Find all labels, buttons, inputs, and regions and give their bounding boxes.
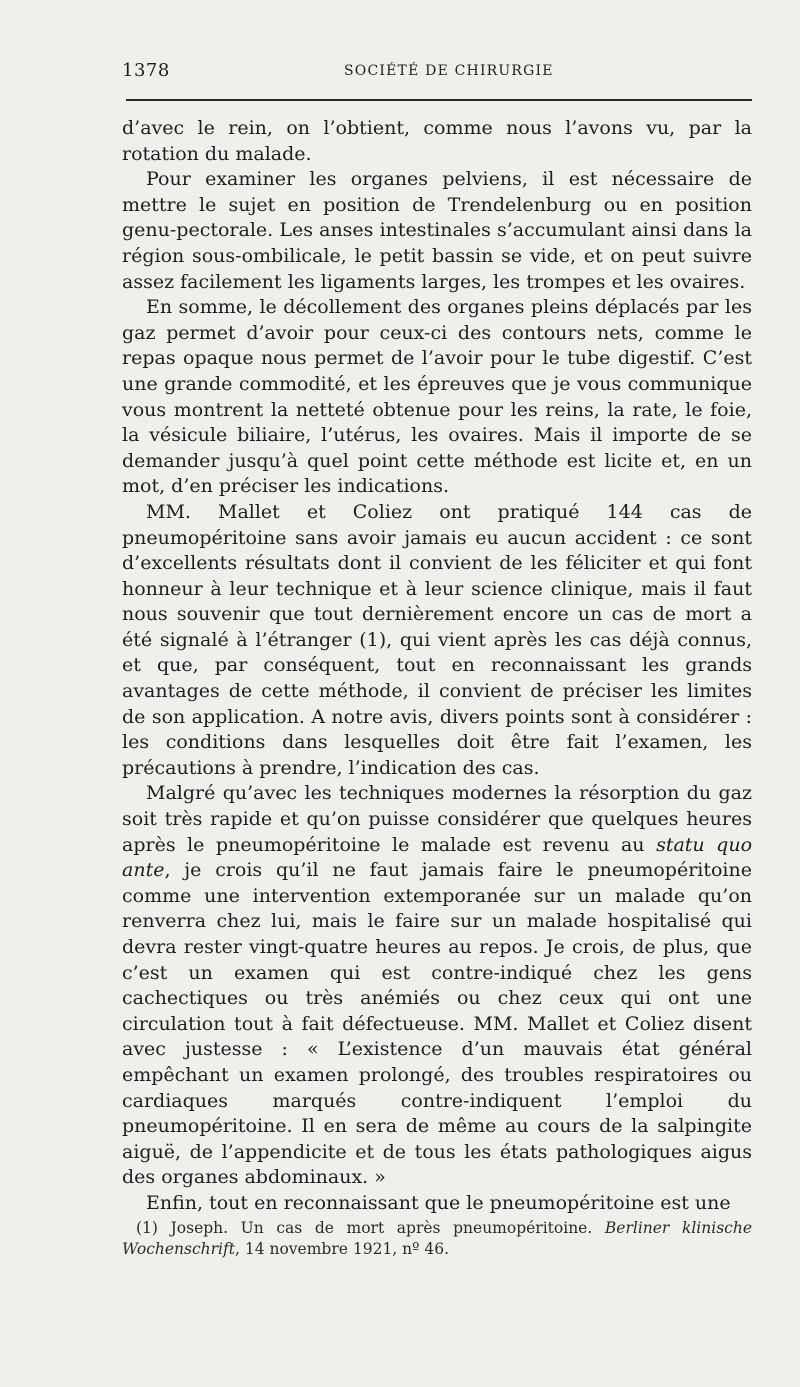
text-run: En somme, le décollement des organes pleins déplacés par les gaz permet d’avoir pour ceux-ci des contours nets, comme le repas opaque nous permet de l’avoir pour le tube digestif. C’est une grande commodité, et les épreuves que je vous communique vous montrent la netteté obtenue pour les reins, la rate, le foie, la vésicule biliaire, l’utérus, les ovaires. Mais il importe de se demander jusqu’à quel point cette méthode est licite et, en un mot, d’en préciser les indications. — [122, 296, 752, 498]
text-run: Pour examiner les organes pelviens, il est nécessaire de mettre le sujet en position de Trendelenburg ou en position genu-pectorale. Les anses intestinales s’accumulant ainsi dans la région sous-ombilicale, le petit bassin se vide, et on peut suivre assez facilement les ligaments larges, les trompes et les ovaires. — [122, 168, 752, 293]
text-run: , 14 novembre 1921, nº 46. — [234, 1240, 450, 1258]
text-run: , je crois qu’il ne faut jamais faire le pneumopéritoine comme une intervention extemporanée sur un malade qu’on renverra chez lui, mais le faire sur un malade hospitalisé qui devra rester vingt-quatre heures au repos. Je crois, de plus, que c’est un examen qui est contre-indiqué chez les gens cachectiques ou très anémiés ou chez ceux qui ont une circulation tout à fait défectueuse. MM. Mallet et Coliez disent avec justesse : « L’existence d’un mauvais état général empêchant un examen prolongé, des troubles respiratoires ou cardiaques marqués contre-indiquent l’emploi du pneumopéritoine. Il en sera de même au cours de la salpingite aiguë, de l’appendicite et de tous les états pathologiques aigus des organes abdominaux. » — [122, 859, 752, 1189]
italic-text: Berliner klinische Wochenschrift — [122, 1219, 752, 1258]
text-run: Malgré qu’avec les techniques modernes la résorption du gaz soit très rapide et qu’on puisse considérer que quelques heures après le pneumopéritoine le malade est revenu au — [122, 782, 752, 856]
text-run: d’avec le rein, on l’obtient, comme nous l’avons vu, par la rotation du malade. — [122, 117, 752, 165]
text-run: Enfin, tout en reconnaissant que le pneumopéritoine est une — [146, 1191, 731, 1214]
paragraph — [122, 295, 752, 500]
header-rule — [126, 99, 752, 101]
footnote — [122, 1218, 752, 1260]
paragraph — [122, 167, 752, 295]
page-header — [122, 60, 752, 88]
italic-text: statu quo ante — [122, 833, 753, 882]
paragraph — [122, 116, 752, 167]
paragraph — [122, 781, 752, 1191]
body-text — [122, 116, 752, 1217]
text-run: MM. Mallet et Coliez ont pratiqué 144 cas de pneumopéritoine sans avoir jamais eu aucun accident : ce sont d’excellents résultats dont il convient de les féliciter et qui font honneur à leur technique et à leur science clinique, mais il faut nous souvenir que tout dernièrement encore un cas de mort a été signalé à l’étranger (1), qui vient après les cas déjà connus, et que, par conséquent, tout en reconnaissant les grands avantages de cette méthode, il convient de préciser les limites de son application. A notre avis, divers points sont à considérer : les conditions dans lesquelles doit être fait l’examen, les précautions à prendre, l’indication des cas. — [122, 500, 752, 779]
text-run: (1) Joseph. Un cas de mort après pneumopéritoine. — [136, 1219, 605, 1237]
running-title: SOCIÉTÉ DE CHIRURGIE — [344, 63, 554, 79]
paragraph — [122, 1191, 752, 1217]
paragraph — [122, 500, 752, 782]
page-number: 1378 — [122, 60, 170, 81]
